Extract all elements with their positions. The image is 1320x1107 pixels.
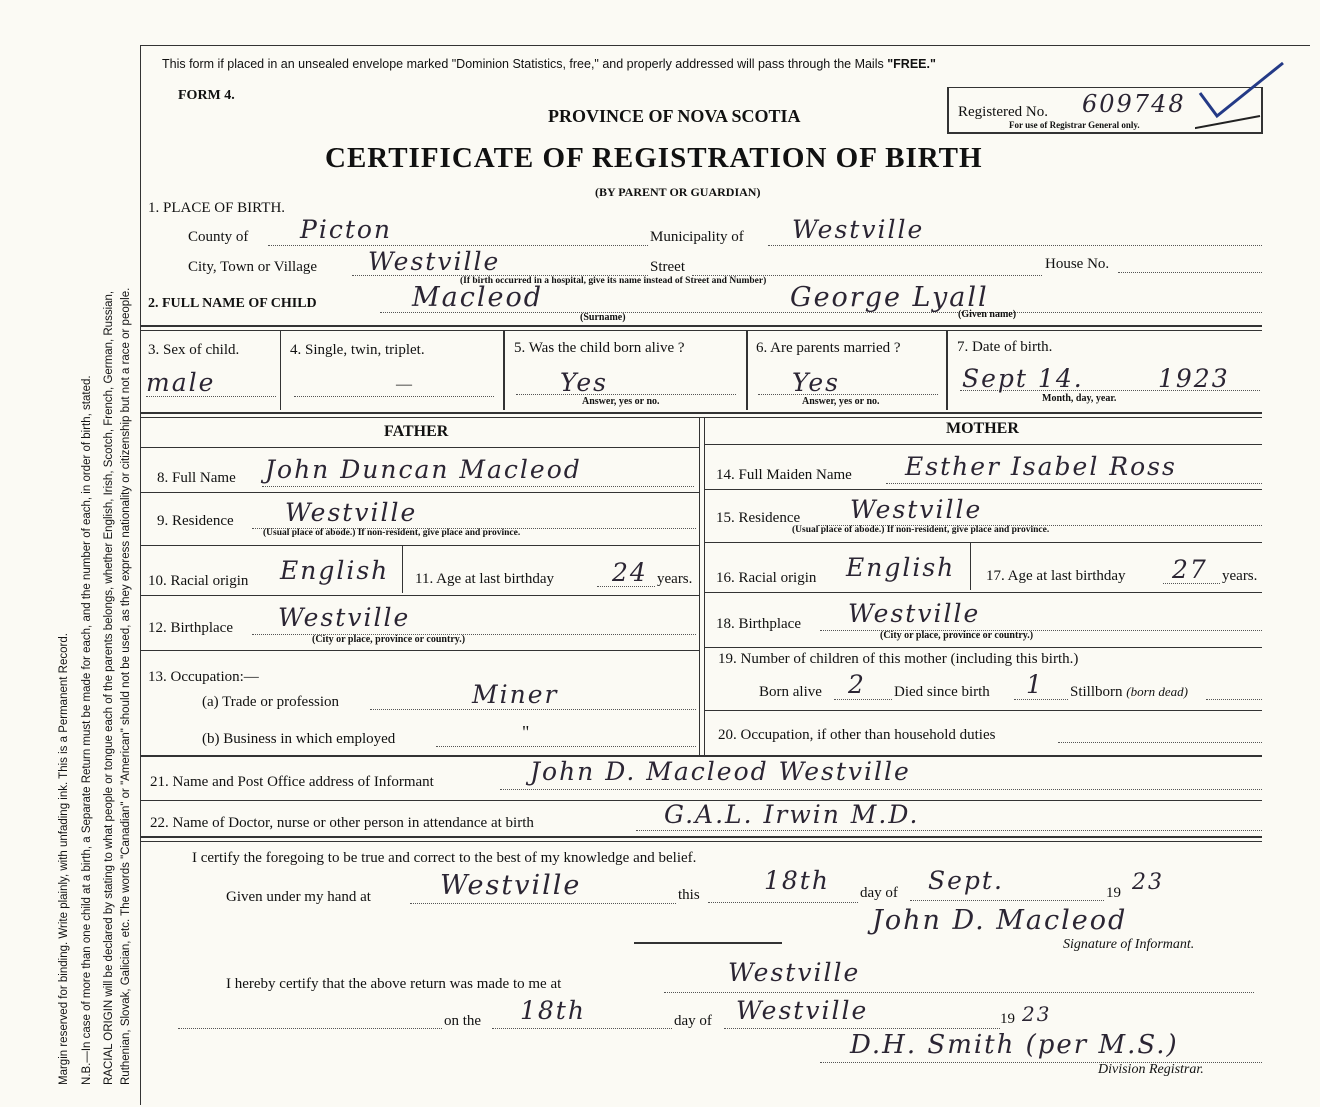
- father-birthplace-value: Westville: [278, 603, 411, 632]
- father-residence-note: (Usual place of abode.) If non-resident, give place and province.: [263, 528, 521, 538]
- registrar-day-value: 18th: [520, 996, 586, 1025]
- registrar-day-of-label: day of: [674, 1013, 712, 1029]
- business-value: ": [522, 722, 530, 742]
- father-occupation-label: 13. Occupation:—: [148, 669, 259, 685]
- plurality-value: —: [396, 376, 412, 393]
- father-residence-label: 9. Residence: [157, 513, 234, 529]
- city-value: Westville: [368, 247, 501, 276]
- father-age-label: 11. Age at last birthday: [415, 571, 554, 587]
- checkmark-icon: [1195, 58, 1290, 153]
- mother-residence-label: 15. Residence: [716, 510, 801, 526]
- municipality-label: Municipality of: [650, 229, 744, 245]
- sex-label: 3. Sex of child.: [148, 342, 240, 358]
- mother-occupation-label: 20. Occupation, if other than household duties: [718, 727, 996, 743]
- certify-statement: I certify the foregoing to be true and correct to the best of my knowledge and belief.: [192, 850, 697, 866]
- father-heading: FATHER: [384, 423, 449, 440]
- given-name-note: (Given name): [958, 309, 1017, 320]
- division-registrar-label: Division Registrar.: [1098, 1062, 1204, 1077]
- postal-note: This form if placed in an unsealed envelope marked "Dominion Statistics, free," and properly addressed will pass through the Mails "FREE.": [162, 57, 936, 71]
- mother-name-label: 14. Full Maiden Name: [716, 467, 852, 483]
- died-since-birth-value: 1: [1026, 670, 1044, 699]
- hospital-note: (If birth occurred in a hospital, give its name instead of Street and Number): [460, 276, 767, 286]
- given-year-value: 23: [1132, 870, 1164, 895]
- registrar-note: For use of Registrar General only.: [1009, 120, 1140, 130]
- form-number: FORM 4.: [178, 88, 235, 103]
- parents-married-label: 6. Are parents married ?: [756, 340, 901, 356]
- province-title: PROVINCE OF NOVA SCOTIA: [548, 106, 801, 126]
- house-no-label: House No.: [1045, 256, 1110, 272]
- registrar-place-value: Westville: [728, 958, 861, 987]
- parents-married-note: Answer, yes or no.: [802, 396, 880, 407]
- registered-number: 609748: [1082, 90, 1186, 118]
- county-value: Picton: [300, 215, 393, 244]
- mother-birthplace-label: 18. Birthplace: [716, 616, 801, 632]
- father-name-label: 8. Full Name: [157, 470, 236, 486]
- child-surname: Macleod: [412, 282, 544, 313]
- father-racial-value: English: [280, 556, 390, 585]
- surname-note: (Surname): [580, 312, 626, 323]
- father-birthplace-note: (City or place, province or country.): [312, 634, 466, 645]
- this-label: this: [678, 887, 700, 903]
- children-count-label: 19. Number of children of this mother (including this birth.): [718, 651, 1079, 667]
- mother-birthplace-value: Westville: [848, 599, 981, 628]
- father-name-value: John Duncan Macleod: [265, 455, 582, 484]
- doctor-label: 22. Name of Doctor, nurse or other person in attendance at birth: [150, 815, 534, 831]
- child-given-name: George Lyall: [790, 282, 989, 313]
- trade-label: (a) Trade or profession: [202, 694, 340, 710]
- registered-label: Registered No.: [958, 104, 1048, 120]
- father-residence-value: Westville: [285, 498, 418, 527]
- county-label: County of: [188, 229, 249, 245]
- given-day-of-label: day of: [860, 885, 898, 901]
- mother-racial-value: English: [846, 553, 956, 582]
- margin-note-racial-origin-cont: Ruthenian, Slovak, Galician, etc. The words "Canadian" or "American" should not be used, as they express nationality or citizenship but not a race or people.: [120, 287, 132, 1085]
- municipality-value: Westville: [792, 215, 925, 244]
- mother-racial-label: 16. Racial origin: [716, 570, 817, 586]
- stillborn-label: Stillborn (born dead): [1070, 684, 1189, 700]
- mother-age-value: 27: [1172, 555, 1208, 584]
- form-left-border: [140, 45, 141, 1105]
- date-of-birth-label: 7. Date of birth.: [957, 339, 1053, 355]
- business-label: (b) Business in which employed: [202, 731, 396, 747]
- street-label: Street: [650, 259, 685, 275]
- registrar-year-prefix: 19: [1000, 1011, 1015, 1027]
- informant-label: 21. Name and Post Office address of Informant: [150, 774, 434, 790]
- mother-birthplace-note: (City or place, province or country.): [880, 630, 1034, 641]
- registrar-signature: D.H. Smith (per M.S.): [850, 1030, 1179, 1060]
- born-alive-label: 5. Was the child born alive ?: [514, 340, 685, 356]
- given-year-prefix: 19: [1106, 885, 1121, 901]
- city-label: City, Town or Village: [188, 259, 318, 275]
- born-alive-value: Yes: [560, 368, 608, 397]
- parents-married-value: Yes: [792, 368, 840, 397]
- child-name-label: 2. FULL NAME OF CHILD: [148, 296, 317, 311]
- mother-residence-value: Westville: [850, 495, 983, 524]
- plurality-label: 4. Single, twin, triplet.: [290, 342, 425, 358]
- informant-signature: John D. Macleod: [872, 905, 1128, 936]
- trade-value: Miner: [472, 680, 559, 709]
- mother-heading: MOTHER: [946, 420, 1019, 437]
- date-of-birth-month-day: Sept 14.: [962, 364, 1084, 393]
- father-birthplace-label: 12. Birthplace: [148, 620, 233, 636]
- born-alive-count-label: Born alive: [759, 684, 822, 700]
- form-top-border: [140, 45, 1310, 46]
- registrar-year-value: 23: [1022, 1002, 1052, 1026]
- father-age-value: 24: [612, 558, 648, 587]
- margin-note-multiple-births: N.B.—In case of more than one child at a birth, a Separate Return must be made for each, and the number of each, in order of birth, stated.: [81, 375, 93, 1085]
- registrar-month-value: Westville: [736, 996, 869, 1025]
- doctor-value: G.A.L. Irwin M.D.: [664, 800, 920, 829]
- stillborn-note: (born dead): [1126, 684, 1189, 699]
- registrar-on-the-label: on the: [444, 1013, 482, 1029]
- date-of-birth-note: Month, day, year.: [1042, 393, 1117, 404]
- born-alive-note: Answer, yes or no.: [582, 396, 660, 407]
- given-place-value: Westville: [440, 870, 582, 901]
- given-under-hand-label: Given under my hand at: [226, 889, 371, 905]
- certificate-subtitle: (BY PARENT OR GUARDIAN): [595, 185, 761, 199]
- mother-name-value: Esther Isabel Ross: [905, 452, 1177, 481]
- place-of-birth-label: 1. PLACE OF BIRTH.: [148, 200, 286, 216]
- registrar-statement: I hereby certify that the above return was made to me at: [226, 976, 562, 992]
- date-of-birth-year: 1923: [1158, 364, 1230, 393]
- certificate-title: CERTIFICATE OF REGISTRATION OF BIRTH: [325, 142, 983, 174]
- given-day-value: 18th: [764, 866, 830, 895]
- born-alive-count-value: 2: [848, 670, 866, 699]
- father-racial-label: 10. Racial origin: [148, 573, 249, 589]
- informant-value: John D. Macleod Westville: [530, 757, 911, 786]
- mother-age-label: 17. Age at last birthday: [986, 568, 1126, 584]
- mother-age-years: years.: [1222, 568, 1258, 584]
- margin-note-binding: Margin reserved for binding. Write plainly, with unfading ink. This is a Permanent Record.: [58, 633, 70, 1085]
- signature-informant-label: Signature of Informant.: [1063, 937, 1195, 952]
- given-month-value: Sept.: [928, 866, 1004, 895]
- mother-residence-note: (Usual place of abode.) If non-resident, give place and province.: [792, 525, 1050, 535]
- died-since-birth-label: Died since birth: [894, 684, 990, 700]
- father-age-years: years.: [657, 571, 693, 587]
- margin-note-racial-origin: RACIAL ORIGIN will be declared by stating to what people or tongue each of the parents belongs, whether English, Irish, Scotch, French, German, Russian,: [103, 290, 115, 1085]
- sex-value: male: [146, 368, 216, 397]
